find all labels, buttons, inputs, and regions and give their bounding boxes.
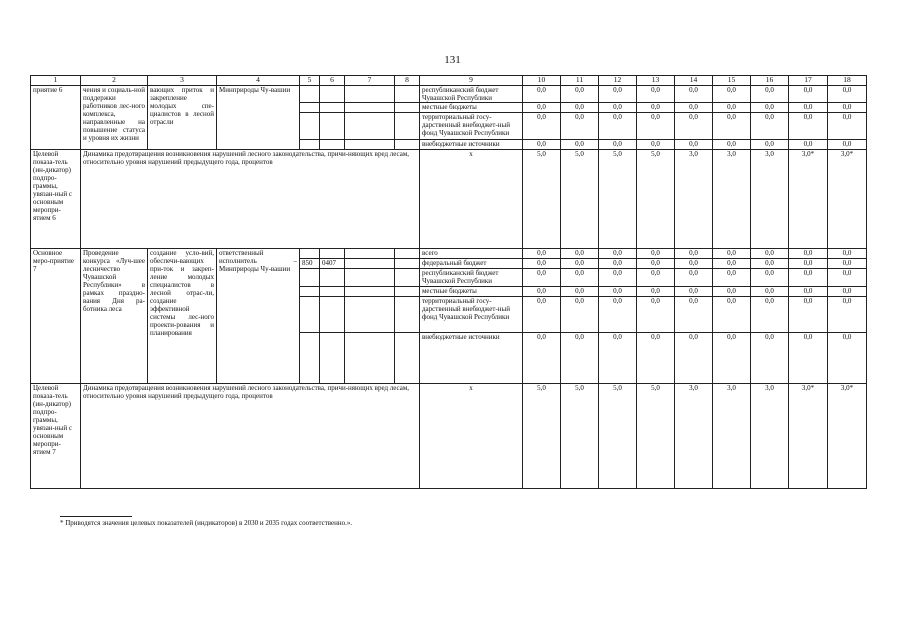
section-code-cell: 0407 bbox=[320, 259, 345, 269]
value-cell: 0,0 bbox=[789, 249, 828, 259]
value-cell: 0,0 bbox=[637, 113, 675, 140]
column-header: 16 bbox=[751, 76, 789, 86]
indicator-unit-cell: x bbox=[420, 150, 523, 249]
column-header: 4 bbox=[217, 76, 300, 86]
value-cell: 0,0 bbox=[599, 140, 637, 150]
value-cell: 0,0 bbox=[751, 103, 789, 113]
measure-cell: Основное меро-приятие 7 bbox=[31, 249, 81, 384]
code-cell-8 bbox=[395, 287, 420, 297]
code-cell-8 bbox=[395, 297, 420, 333]
value-cell: 0,0 bbox=[828, 297, 867, 333]
indicator-value: 3,0 bbox=[713, 150, 751, 249]
value-cell: 0,0 bbox=[675, 297, 713, 333]
value-cell: 0,0 bbox=[637, 259, 675, 269]
measure-goal-cell: вающих приток и закрепление молодых спе-циалистов в лесной отрасли bbox=[148, 86, 217, 150]
value-cell: 0,0 bbox=[828, 140, 867, 150]
indicator-row bbox=[31, 150, 867, 249]
value-cell: 0,0 bbox=[713, 287, 751, 297]
value-cell: 0,0 bbox=[675, 113, 713, 140]
column-header: 5 bbox=[300, 76, 320, 86]
indicator-value: 3,0 bbox=[751, 150, 789, 249]
value-cell: 0,0 bbox=[713, 86, 751, 103]
code-cell-5 bbox=[300, 333, 320, 384]
value-cell: 0,0 bbox=[789, 269, 828, 287]
code-cell-7 bbox=[345, 333, 395, 384]
value-cell: 0,0 bbox=[828, 333, 867, 384]
value-cell: 0,0 bbox=[637, 333, 675, 384]
value-cell: 0,0 bbox=[599, 333, 637, 384]
value-cell: 0,0 bbox=[523, 287, 561, 297]
value-cell: 0,0 bbox=[828, 103, 867, 113]
code-cell-5 bbox=[300, 86, 320, 103]
code-cell-8 bbox=[395, 140, 420, 150]
value-cell: 0,0 bbox=[561, 140, 599, 150]
value-cell: 0,0 bbox=[751, 287, 789, 297]
value-cell: 0,0 bbox=[751, 113, 789, 140]
footnote: * Приводятся значения целевых показателей (индикаторов) в 2030 и 2035 годах соответственно.». bbox=[60, 519, 353, 527]
indicator-text: Динамика предотвращения возникновения нарушений лесного законодательства, причи-няющих вред лесам, относительно уровня нарушений предыдущего года, процентов bbox=[81, 384, 420, 489]
indicator-value: 5,0 bbox=[523, 384, 561, 489]
value-cell: 0,0 bbox=[675, 287, 713, 297]
column-header: 2 bbox=[81, 76, 148, 86]
value-cell: 0,0 bbox=[713, 269, 751, 287]
indicator-value: 5,0 bbox=[599, 150, 637, 249]
code-cell-5 bbox=[300, 113, 320, 140]
value-cell: 0,0 bbox=[789, 103, 828, 113]
value-cell: 0,0 bbox=[713, 333, 751, 384]
code-cell-5 bbox=[300, 287, 320, 297]
value-cell: 0,0 bbox=[713, 113, 751, 140]
funding-source: местные бюджеты bbox=[420, 103, 523, 113]
indicator-value: 3,0 bbox=[751, 384, 789, 489]
value-cell: 0,0 bbox=[713, 259, 751, 269]
value-cell: 0,0 bbox=[637, 140, 675, 150]
value-cell: 0,0 bbox=[675, 333, 713, 384]
value-cell: 0,0 bbox=[751, 297, 789, 333]
value-cell: 0,0 bbox=[675, 269, 713, 287]
indicator-value: 3,0* bbox=[789, 150, 828, 249]
page-number: 131 bbox=[444, 54, 461, 66]
value-cell: 0,0 bbox=[828, 113, 867, 140]
value-cell: 0,0 bbox=[637, 297, 675, 333]
value-cell: 0,0 bbox=[828, 249, 867, 259]
code-cell-6 bbox=[320, 140, 345, 150]
indicator-unit-cell: x bbox=[420, 384, 523, 489]
code-cell-5 bbox=[300, 269, 320, 287]
value-cell: 0,0 bbox=[561, 287, 599, 297]
value-cell: 0,0 bbox=[713, 103, 751, 113]
code-cell-8 bbox=[395, 249, 420, 259]
executor-cell: Минприроды Чу-вашии bbox=[217, 86, 300, 150]
code-cell-7 bbox=[345, 113, 395, 140]
indicator-text: Динамика предотвращения возникновения нарушений лесного законодательства, причи-няющих вред лесам, относительно уровня нарушений предыдущего года, процентов bbox=[81, 150, 420, 249]
column-header: 13 bbox=[637, 76, 675, 86]
value-cell: 0,0 bbox=[713, 249, 751, 259]
value-cell: 0,0 bbox=[523, 113, 561, 140]
funding-source: федеральный бюджет bbox=[420, 259, 523, 269]
value-cell: 0,0 bbox=[751, 259, 789, 269]
column-header: 9 bbox=[420, 76, 523, 86]
value-cell: 0,0 bbox=[599, 249, 637, 259]
column-header: 6 bbox=[320, 76, 345, 86]
value-cell: 0,0 bbox=[561, 113, 599, 140]
code-cell-8 bbox=[395, 86, 420, 103]
measure-name-cell: чения и социаль-ной поддержки работников лес-ного комплекса, направленные на повышение статуса и уровня их жизни bbox=[81, 86, 148, 150]
column-header: 14 bbox=[675, 76, 713, 86]
indicator-value: 5,0 bbox=[561, 150, 599, 249]
column-header: 12 bbox=[599, 76, 637, 86]
value-cell: 0,0 bbox=[751, 249, 789, 259]
indicator-value: 5,0 bbox=[523, 150, 561, 249]
indicator-value: 3,0* bbox=[789, 384, 828, 489]
code-cell-5 bbox=[300, 249, 320, 259]
indicator-value: 5,0 bbox=[637, 384, 675, 489]
code-cell-8 bbox=[395, 269, 420, 287]
value-cell: 0,0 bbox=[599, 287, 637, 297]
value-cell: 0,0 bbox=[523, 103, 561, 113]
value-cell: 0,0 bbox=[637, 287, 675, 297]
column-header: 11 bbox=[561, 76, 599, 86]
value-cell: 0,0 bbox=[561, 259, 599, 269]
value-cell: 0,0 bbox=[675, 140, 713, 150]
value-cell: 0,0 bbox=[751, 140, 789, 150]
code-cell-7 bbox=[345, 140, 395, 150]
indicator-label: Целевой показа-тель (ин-дикатор) подпро-граммы, увязан-ный с основным меропри-ятием 6 bbox=[31, 150, 81, 249]
code-cell-6 bbox=[320, 287, 345, 297]
measure-goal-cell: создание усло-вий, обеспечи-вающих при-ток и закреп-ление молодых специалистов в лесной отрас-ли, создание эффективной системы лес-ного проекти-рования и планирования bbox=[148, 249, 217, 384]
value-cell: 0,0 bbox=[637, 269, 675, 287]
value-cell: 0,0 bbox=[523, 249, 561, 259]
table-row bbox=[31, 86, 867, 103]
code-cell-7 bbox=[345, 103, 395, 113]
indicator-row bbox=[31, 384, 867, 489]
value-cell: 0,0 bbox=[637, 249, 675, 259]
code-cell-6 bbox=[320, 249, 345, 259]
funding-source: внебюджетные источники bbox=[420, 140, 523, 150]
indicator-value: 3,0 bbox=[675, 150, 713, 249]
value-cell: 0,0 bbox=[599, 86, 637, 103]
value-cell: 0,0 bbox=[751, 86, 789, 103]
value-cell: 0,0 bbox=[789, 140, 828, 150]
value-cell: 0,0 bbox=[561, 297, 599, 333]
code-cell-7 bbox=[345, 297, 395, 333]
value-cell: 0,0 bbox=[789, 86, 828, 103]
value-cell: 0,0 bbox=[561, 333, 599, 384]
value-cell: 0,0 bbox=[523, 140, 561, 150]
value-cell: 0,0 bbox=[828, 287, 867, 297]
grbs-code-cell: 850 bbox=[300, 259, 320, 269]
funding-source: территориальный госу-дарственный внебюджет-ный фонд Чувашской Республики bbox=[420, 297, 523, 333]
code-cell-6 bbox=[320, 269, 345, 287]
value-cell: 0,0 bbox=[828, 86, 867, 103]
code-cell-8 bbox=[395, 333, 420, 384]
indicator-label: Целевой показа-тель (ин-дикатор) подпро-граммы, увязан-ный с основным меропри-ятием 7 bbox=[31, 384, 81, 489]
value-cell: 0,0 bbox=[599, 113, 637, 140]
value-cell: 0,0 bbox=[523, 259, 561, 269]
value-cell: 0,0 bbox=[789, 287, 828, 297]
value-cell: 0,0 bbox=[523, 333, 561, 384]
value-cell: 0,0 bbox=[675, 103, 713, 113]
indicator-value: 5,0 bbox=[599, 384, 637, 489]
code-cell-8 bbox=[395, 113, 420, 140]
indicator-value: 3,0* bbox=[828, 384, 867, 489]
column-header: 17 bbox=[789, 76, 828, 86]
value-cell: 0,0 bbox=[675, 259, 713, 269]
column-header: 18 bbox=[828, 76, 867, 86]
measure-name-cell: Проведение конкурса «Луч-шее лесничество Чувашской Республики» в рамках праздно-вания Дня ра-ботника леса bbox=[81, 249, 148, 384]
indicator-value: 5,0 bbox=[561, 384, 599, 489]
code-cell-6 bbox=[320, 297, 345, 333]
value-cell: 0,0 bbox=[599, 269, 637, 287]
indicator-value: 3,0 bbox=[675, 384, 713, 489]
footnote-separator bbox=[60, 516, 132, 517]
indicator-value: 3,0* bbox=[828, 150, 867, 249]
indicator-value: 5,0 bbox=[637, 150, 675, 249]
value-cell: 0,0 bbox=[561, 269, 599, 287]
value-cell: 0,0 bbox=[713, 297, 751, 333]
value-cell: 0,0 bbox=[675, 86, 713, 103]
funding-source: республиканский бюджет Чувашской Республики bbox=[420, 269, 523, 287]
code-cell-5 bbox=[300, 140, 320, 150]
code-cell-6 bbox=[320, 103, 345, 113]
code-cell-6 bbox=[320, 333, 345, 384]
value-cell: 0,0 bbox=[751, 269, 789, 287]
column-header: 10 bbox=[523, 76, 561, 86]
code-cell-5 bbox=[300, 103, 320, 113]
funding-source: республиканский бюджет Чувашской Республики bbox=[420, 86, 523, 103]
column-number-row bbox=[31, 76, 867, 86]
code-cell-7 bbox=[345, 269, 395, 287]
value-cell: 0,0 bbox=[599, 103, 637, 113]
value-cell: 0,0 bbox=[637, 103, 675, 113]
value-cell: 0,0 bbox=[561, 103, 599, 113]
value-cell: 0,0 bbox=[523, 297, 561, 333]
value-cell: 0,0 bbox=[751, 333, 789, 384]
funding-source: территориальный госу-дарственный внебюджет-ный фонд Чувашской Республики bbox=[420, 113, 523, 140]
value-cell: 0,0 bbox=[789, 333, 828, 384]
code-cell-6 bbox=[320, 113, 345, 140]
value-cell: 0,0 bbox=[789, 113, 828, 140]
column-header: 7 bbox=[345, 76, 395, 86]
program-table bbox=[30, 75, 867, 489]
value-cell: 0,0 bbox=[675, 249, 713, 259]
code-cell-7 bbox=[345, 287, 395, 297]
executor-cell: ответственный исполнитель – Минприроды Чу-вашии bbox=[217, 249, 300, 384]
table-row bbox=[31, 249, 867, 259]
value-cell: 0,0 bbox=[599, 297, 637, 333]
column-header: 3 bbox=[148, 76, 217, 86]
code-cell-8 bbox=[395, 103, 420, 113]
value-cell: 0,0 bbox=[637, 86, 675, 103]
column-header: 1 bbox=[31, 76, 81, 86]
funding-source: внебюджетные источники bbox=[420, 333, 523, 384]
value-cell: 0,0 bbox=[523, 86, 561, 103]
code-cell-5 bbox=[300, 297, 320, 333]
code-cell-8 bbox=[395, 259, 420, 269]
funding-source: местные бюджеты bbox=[420, 287, 523, 297]
column-header: 8 bbox=[395, 76, 420, 86]
funding-source: всего bbox=[420, 249, 523, 259]
measure-cell: приятие 6 bbox=[31, 86, 81, 150]
value-cell: 0,0 bbox=[789, 259, 828, 269]
value-cell: 0,0 bbox=[561, 86, 599, 103]
code-cell-7 bbox=[345, 259, 395, 269]
value-cell: 0,0 bbox=[789, 297, 828, 333]
column-header: 15 bbox=[713, 76, 751, 86]
indicator-value: 3,0 bbox=[713, 384, 751, 489]
code-cell-7 bbox=[345, 249, 395, 259]
value-cell: 0,0 bbox=[523, 269, 561, 287]
value-cell: 0,0 bbox=[828, 259, 867, 269]
value-cell: 0,0 bbox=[599, 259, 637, 269]
value-cell: 0,0 bbox=[561, 249, 599, 259]
code-cell-6 bbox=[320, 86, 345, 103]
value-cell: 0,0 bbox=[713, 140, 751, 150]
code-cell-7 bbox=[345, 86, 395, 103]
value-cell: 0,0 bbox=[828, 269, 867, 287]
